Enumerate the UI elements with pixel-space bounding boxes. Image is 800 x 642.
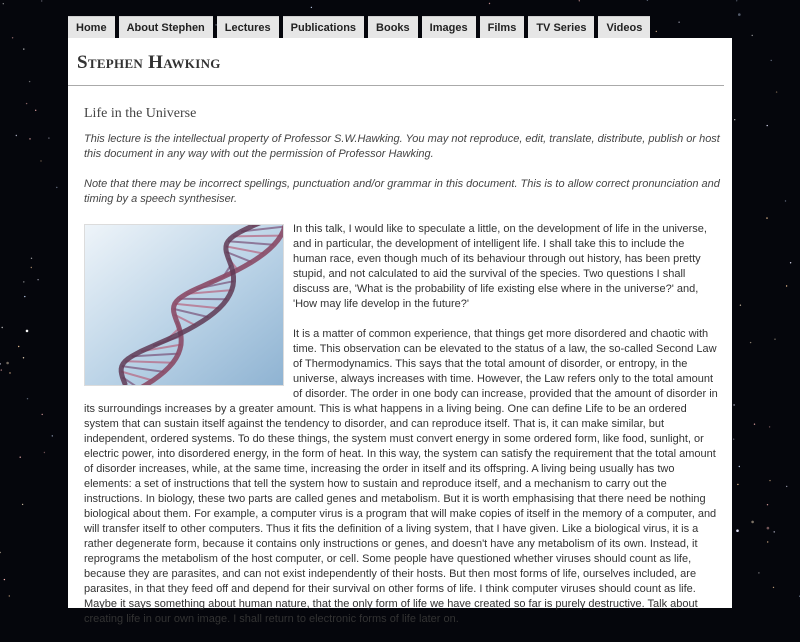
- speech-synthesiser-notice: Note that there may be incorrect spellings, punctuation and/or grammar in this document. This is to allow correct pronunciation and timing by a speech synthesiser.: [84, 177, 720, 207]
- article-title: Life in the Universe: [84, 106, 720, 121]
- article: [84, 106, 720, 642]
- content-panel: [68, 38, 732, 608]
- nav-tab-videos[interactable]: Videos: [598, 16, 650, 38]
- nav-tab-lectures[interactable]: Lectures: [217, 16, 279, 38]
- nav-tab-about-stephen[interactable]: About Stephen: [119, 16, 213, 38]
- title-divider: [68, 85, 724, 86]
- dna-helix-image: [84, 224, 284, 386]
- dna-helix-icon: [85, 225, 283, 385]
- site-title[interactable]: Stephen Hawking: [77, 52, 221, 74]
- main-navigation: [68, 16, 650, 38]
- nav-tab-books[interactable]: Books: [368, 16, 418, 38]
- paragraph-second-law: It is a matter of common experience, that things get more disordered and chaotic with time. This observation can be elevated to the status of a law, the so-called Second Law of Thermodynamics. This says that the total amount of disorder, or entropy, in the universe, always increases with time. However, the Law refers only to the total amount of disorder. The order in one body can increase, provided that the amount of disorder in its surroundings increases by a greater amount. This is what happens in a living being. One can define Life to be an ordered system that can sustain itself against the tendency to disorder, and can reproduce itself. That is, it can make similar, but independent, ordered systems. To do these things, the system must convert energy in some ordered form, like food, sunlight, or electric power, into disordered energy, in the form of heat. In this way, the system can satisfy the requirement that the total amount of disorder increases, while, at the same time, increasing the order in itself and its offspring. A living being usually has two elements: a set of instructions that tell the system how to sustain and reproduce itself, and a mechanism to carry out the instructions. In biology, these two parts are called genes and metabolism. But it is worth emphasising that there need be nothing biological about them. For example, a computer virus is a program that will make copies of itself in the memory of a computer, and will transfer itself to other computers. Thus it fits the definition of a living system, that I have given. Like a biological virus, it is a rather degenerate form, because it contains only instructions or genes, and doesn't have any metabolism of its own. Instead, it reprograms the metabolism of the host computer, or cell. Some people have questioned whether viruses should count as life, because they are parasites, and can not exist independently of their hosts. But then most forms of life, ourselves included, are parasites, in that they feed off and depend for their survival on other forms of life. I think computer viruses should count as life. Maybe it says something about human nature, that the only form of life we have created so far is purely destructive. Talk about creating life in our own image. I shall return to electronic forms of life later on.: [84, 327, 720, 627]
- nav-tab-publications[interactable]: Publications: [283, 16, 364, 38]
- paragraph-intro: In this talk, I would like to speculate a little, on the development of life in the universe, and in particular, the development of intelligent life. I shall take this to include the human race, even though much of its behaviour through out history, has been pretty stupid, and not calculated to aid the survival of the species. Two questions I shall discuss are, 'What is the probability of life existing else where in the universe?' and, 'How may life develop in the future?': [84, 222, 720, 312]
- nav-tab-home[interactable]: Home: [68, 16, 115, 38]
- copyright-notice: This lecture is the intellectual property of Professor S.W.Hawking. You may not reproduce, edit, translate, distribute, publish or host this document in any way with out the permission of Professor Hawking.: [84, 132, 720, 162]
- nav-tab-tv-series[interactable]: TV Series: [528, 16, 594, 38]
- nav-tab-films[interactable]: Films: [480, 16, 525, 38]
- nav-tab-images[interactable]: Images: [422, 16, 476, 38]
